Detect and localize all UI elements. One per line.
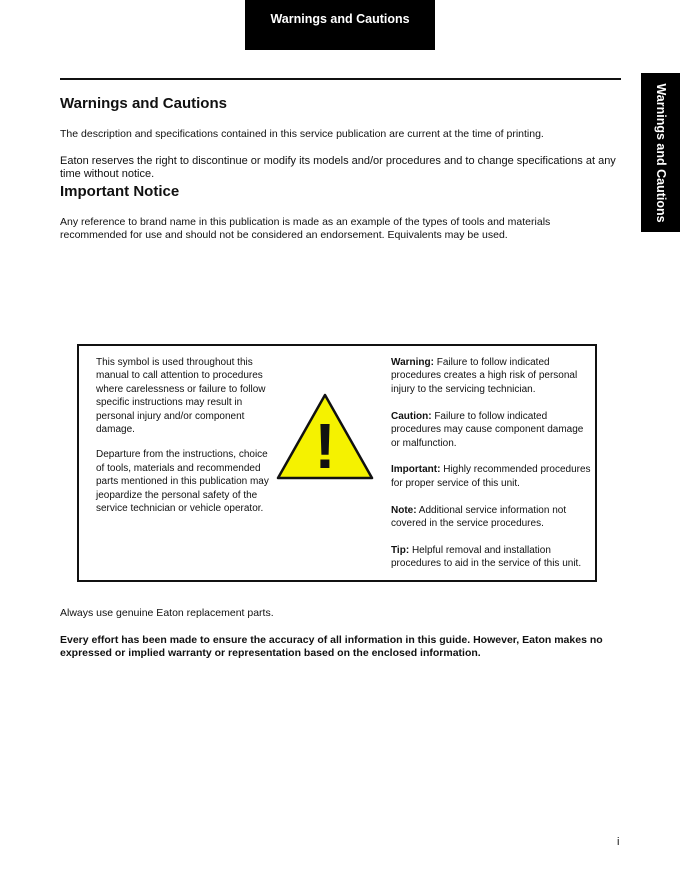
definition-text: Additional service information not covered in the service procedures. — [391, 504, 567, 530]
genuine-parts-note: Always use genuine Eaton replacement parts. — [60, 607, 274, 619]
definition-term: Tip: — [391, 545, 410, 557]
important-notice-text: Any reference to brand name in this publication is made as an example of the types of tools and materials recommended for use and should not be considered an endorsement. Equivalents may be used. — [60, 215, 551, 241]
exclamation-mark: ! — [314, 410, 336, 482]
page-title: Warnings and Cautions — [60, 95, 227, 112]
definition-warning — [391, 356, 591, 396]
definition-term: Warning: — [391, 357, 434, 368]
symbol-legend-box — [77, 344, 597, 582]
header-divider — [60, 78, 621, 80]
definition-important — [391, 463, 591, 490]
definition-term: Caution: — [391, 410, 432, 422]
intro-paragraph-1: The description and specifications contained in this service publication are current at the time of printing. — [60, 128, 544, 140]
side-section-tab-label: Warnings and Cautions — [653, 82, 668, 223]
top-section-tab-label: Warnings and Cautions — [270, 12, 410, 26]
main-content — [60, 94, 620, 243]
top-section-tab — [245, 0, 435, 50]
definitions-list — [391, 356, 591, 584]
definition-note — [391, 504, 591, 531]
closing-text — [60, 607, 620, 661]
symbol-explanation-para-1: This symbol is used throughout this manual to call attention to procedures where carelessness or failure to follow specific instructions may result in personal injury and/or component damage. — [96, 357, 266, 436]
page-number: i — [617, 836, 620, 848]
definition-caution — [391, 410, 591, 450]
definition-tip — [391, 544, 591, 571]
intro-paragraph-2: Eaton reserves the right to discontinue or modify its models and/or procedures and to change specifications at any time without notice. — [60, 154, 616, 180]
symbol-explanation-para-2: Departure from the instructions, choice of tools, materials and recommended parts mentioned in this publication may jeopardize the personal safety of the service technician or vehicle operator. — [96, 449, 269, 515]
side-section-tab — [641, 73, 680, 232]
definition-term: Note: — [391, 504, 417, 516]
symbol-explanation — [96, 356, 271, 527]
definition-text: Failure to follow indicated procedures creates a high risk of personal injury to the servicing technician. — [391, 357, 578, 395]
definition-text: Failure to follow indicated procedures may cause component damage or malfunction. — [391, 410, 584, 449]
warning-triangle-icon — [275, 392, 375, 482]
definition-text: Highly recommended procedures for proper service of this unit. — [391, 464, 591, 489]
accuracy-disclaimer: Every effort has been made to ensure the accuracy of all information in this guide. However, Eaton makes no expressed or implied warranty or representation based on the enclosed information. — [60, 633, 603, 659]
definition-text: Helpful removal and installation procedures to aid in the service of this unit. — [391, 545, 582, 570]
important-notice-heading: Important Notice — [60, 182, 180, 200]
definition-term: Important: — [391, 464, 441, 476]
